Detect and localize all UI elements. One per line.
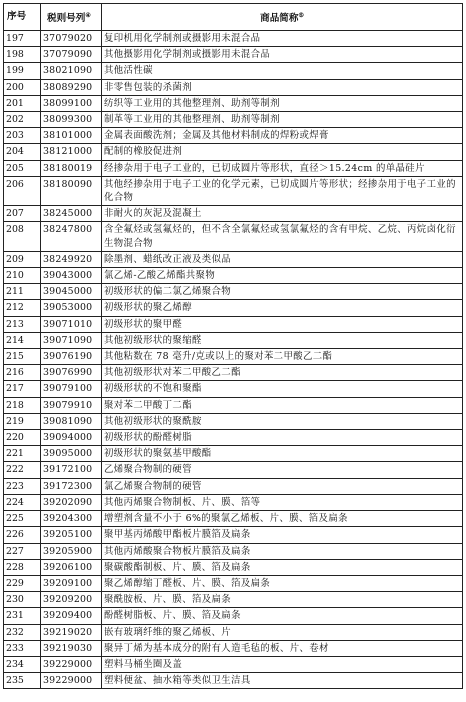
cell-seq: 216 [4,365,41,381]
table-row [4,144,463,160]
cell-name: 聚乙烯醇缩丁醛板、片、膜、箔及扁条 [102,575,463,591]
cell-seq: 210 [4,268,41,284]
table-row [4,79,463,95]
table-row [4,316,463,332]
cell-name: 其他初级形状的聚酰胺 [102,413,463,429]
table-row [4,575,463,591]
cell-name: 含全氟烃或氢氟烃的，但不含全氯氟烃或氢氯氟烃的含有甲烷、乙烷、丙烷卤化衍生物混合物 [102,222,463,251]
cell-name: 嵌有玻璃纤维的聚乙烯板、片 [102,624,463,640]
cell-name: 聚对苯二甲酸丁二酯 [102,397,463,413]
cell-name: 初级形状的聚乙烯醇 [102,300,463,316]
cell-code: 39219030 [41,640,102,656]
cell-code: 39202090 [41,494,102,510]
cell-name: 塑料马桶坐圈及盖 [102,656,463,672]
table-row [4,413,463,429]
header-code: 税则号列④ [41,4,102,31]
cell-name: 初级形状的不饱和聚酯 [102,381,463,397]
table-row [4,559,463,575]
table-row [4,478,463,494]
cell-name: 聚碳酸酯制板、片、膜、箔及扁条 [102,559,463,575]
cell-seq: 229 [4,575,41,591]
table-row [4,656,463,672]
cell-seq: 230 [4,592,41,608]
table-row [4,284,463,300]
cell-name: 其他初级形状对苯二甲酸乙二酯 [102,365,463,381]
cell-seq: 218 [4,397,41,413]
table-row [4,206,463,222]
cell-code: 39229000 [41,673,102,689]
cell-code: 38249920 [41,251,102,267]
cell-code: 38099100 [41,95,102,111]
cell-name: 塑料便盆、抽水箱等类似卫生洁具 [102,673,463,689]
cell-code: 38101000 [41,128,102,144]
table-row [4,462,463,478]
table-row [4,332,463,348]
cell-seq: 206 [4,176,41,205]
cell-seq: 215 [4,349,41,365]
table-row [4,381,463,397]
cell-seq: 228 [4,559,41,575]
table-row [4,300,463,316]
cell-code: 39229000 [41,656,102,672]
cell-name: 聚甲基丙烯酸甲酯板片膜箔及扁条 [102,527,463,543]
cell-name: 初级形状的偏二氯乙烯聚合物 [102,284,463,300]
cell-seq: 212 [4,300,41,316]
table-header-row [4,4,463,31]
cell-seq: 197 [4,31,41,47]
cell-seq: 209 [4,251,41,267]
cell-code: 39071010 [41,316,102,332]
table-row [4,222,463,251]
cell-code: 38180019 [41,160,102,176]
table-row [4,365,463,381]
table-row [4,349,463,365]
cell-seq: 234 [4,656,41,672]
cell-seq: 203 [4,128,41,144]
cell-seq: 232 [4,624,41,640]
cell-name: 复印机用化学制剂或摄影用未混合品 [102,31,463,47]
cell-code: 39094000 [41,430,102,446]
cell-code: 39043000 [41,268,102,284]
cell-name: 初级形状的聚甲醛 [102,316,463,332]
table-row [4,31,463,47]
cell-name: 氯乙烯聚合物制的硬管 [102,478,463,494]
cell-name: 其他粘数在 78 毫升/克或以上的聚对苯二甲酸乙二酯 [102,349,463,365]
cell-seq: 199 [4,63,41,79]
table-row [4,63,463,79]
cell-seq: 200 [4,79,41,95]
cell-name: 纺织等工业用的其他整理剂、助剂等制剂 [102,95,463,111]
table-row [4,608,463,624]
cell-name: 制革等工业用的其他整理剂、助剂等制剂 [102,112,463,128]
table-row [4,112,463,128]
cell-name: 酚醛树脂板、片、膜、箔及扁条 [102,608,463,624]
table-row [4,251,463,267]
cell-seq: 233 [4,640,41,656]
table-row [4,47,463,63]
cell-seq: 231 [4,608,41,624]
cell-name: 除墨剂、蜡纸改正液及类似品 [102,251,463,267]
cell-name: 聚酰胺板、片、膜、箔及扁条 [102,592,463,608]
cell-seq: 219 [4,413,41,429]
cell-seq: 221 [4,446,41,462]
cell-name: 经掺杂用于电子工业的，已切成圆片等形状，直径＞15.24cm 的单晶硅片 [102,160,463,176]
table-row [4,543,463,559]
cell-seq: 224 [4,494,41,510]
cell-code: 38089290 [41,79,102,95]
header-name-footnote-mark: ⑤ [298,11,304,19]
cell-seq: 217 [4,381,41,397]
table-body [4,31,463,689]
cell-seq: 223 [4,478,41,494]
cell-code: 39204300 [41,511,102,527]
cell-code: 39209400 [41,608,102,624]
cell-code: 39095000 [41,446,102,462]
cell-code: 39071090 [41,332,102,348]
cell-name: 聚异丁烯为基本成分的附有人造毛毡的板、片、卷材 [102,640,463,656]
cell-code: 38247800 [41,222,102,251]
cell-name: 其他活性碳 [102,63,463,79]
cell-name: 金属表面酸洗剂；金属及其他材料制成的焊粉或焊膏 [102,128,463,144]
table-row [4,494,463,510]
cell-seq: 205 [4,160,41,176]
cell-name: 其他丙烯聚合物制板、片、膜、箔等 [102,494,463,510]
table-row [4,624,463,640]
cell-code: 37079090 [41,47,102,63]
cell-seq: 198 [4,47,41,63]
table-row [4,176,463,205]
cell-code: 39079100 [41,381,102,397]
cell-name: 配制的橡胶促进剂 [102,144,463,160]
cell-seq: 227 [4,543,41,559]
cell-code: 39045000 [41,284,102,300]
table-row [4,268,463,284]
cell-code: 39076190 [41,349,102,365]
table-row [4,527,463,543]
cell-code: 39081090 [41,413,102,429]
table-row [4,397,463,413]
table-row [4,128,463,144]
cell-code: 38180090 [41,176,102,205]
cell-code: 39053000 [41,300,102,316]
cell-seq: 211 [4,284,41,300]
cell-code: 39079910 [41,397,102,413]
cell-code: 39209100 [41,575,102,591]
cell-seq: 207 [4,206,41,222]
cell-code: 39205900 [41,543,102,559]
cell-code: 39209200 [41,592,102,608]
cell-seq: 226 [4,527,41,543]
table-row [4,511,463,527]
header-seq: 序号 [4,4,41,31]
cell-seq: 222 [4,462,41,478]
tariff-table [3,3,463,689]
cell-seq: 202 [4,112,41,128]
cell-code: 39219020 [41,624,102,640]
cell-code: 38245000 [41,206,102,222]
table-row [4,95,463,111]
cell-name: 非耐火的灰泥及混凝土 [102,206,463,222]
cell-name: 非零售包装的杀菌剂 [102,79,463,95]
cell-seq: 235 [4,673,41,689]
cell-name: 氯乙烯-乙酸乙烯酯共聚物 [102,268,463,284]
cell-seq: 201 [4,95,41,111]
table-row [4,592,463,608]
table-row [4,430,463,446]
header-name: 商品简称⑤ [102,4,463,31]
cell-name: 其他丙烯酸聚合物板片膜箔及扁条 [102,543,463,559]
cell-seq: 213 [4,316,41,332]
table-row [4,640,463,656]
cell-name: 乙烯聚合物制的硬管 [102,462,463,478]
cell-name: 增塑剂含量不小于 6%的聚氯乙烯板、片、膜、箔及扁条 [102,511,463,527]
cell-code: 38099300 [41,112,102,128]
cell-seq: 220 [4,430,41,446]
cell-code: 39205100 [41,527,102,543]
cell-code: 39076990 [41,365,102,381]
cell-seq: 208 [4,222,41,251]
cell-name: 其他摄影用化学制剂或摄影用未混合品 [102,47,463,63]
cell-seq: 225 [4,511,41,527]
cell-code: 37079020 [41,31,102,47]
table-row [4,673,463,689]
table-row [4,160,463,176]
cell-seq: 214 [4,332,41,348]
cell-code: 39206100 [41,559,102,575]
cell-code: 38021090 [41,63,102,79]
cell-code: 38121000 [41,144,102,160]
cell-code: 39172100 [41,462,102,478]
cell-name: 初级形状的聚氨基甲酸酯 [102,446,463,462]
cell-name: 其他经掺杂用于电子工业的化学元素，已切成圆片等形状；经掺杂用于电子工业的化合物 [102,176,463,205]
table-row [4,446,463,462]
header-code-footnote-mark: ④ [85,11,91,19]
cell-name: 其他初级形状的聚缩醛 [102,332,463,348]
cell-seq: 204 [4,144,41,160]
cell-name: 初级形状的酚醛树脂 [102,430,463,446]
cell-code: 39172300 [41,478,102,494]
